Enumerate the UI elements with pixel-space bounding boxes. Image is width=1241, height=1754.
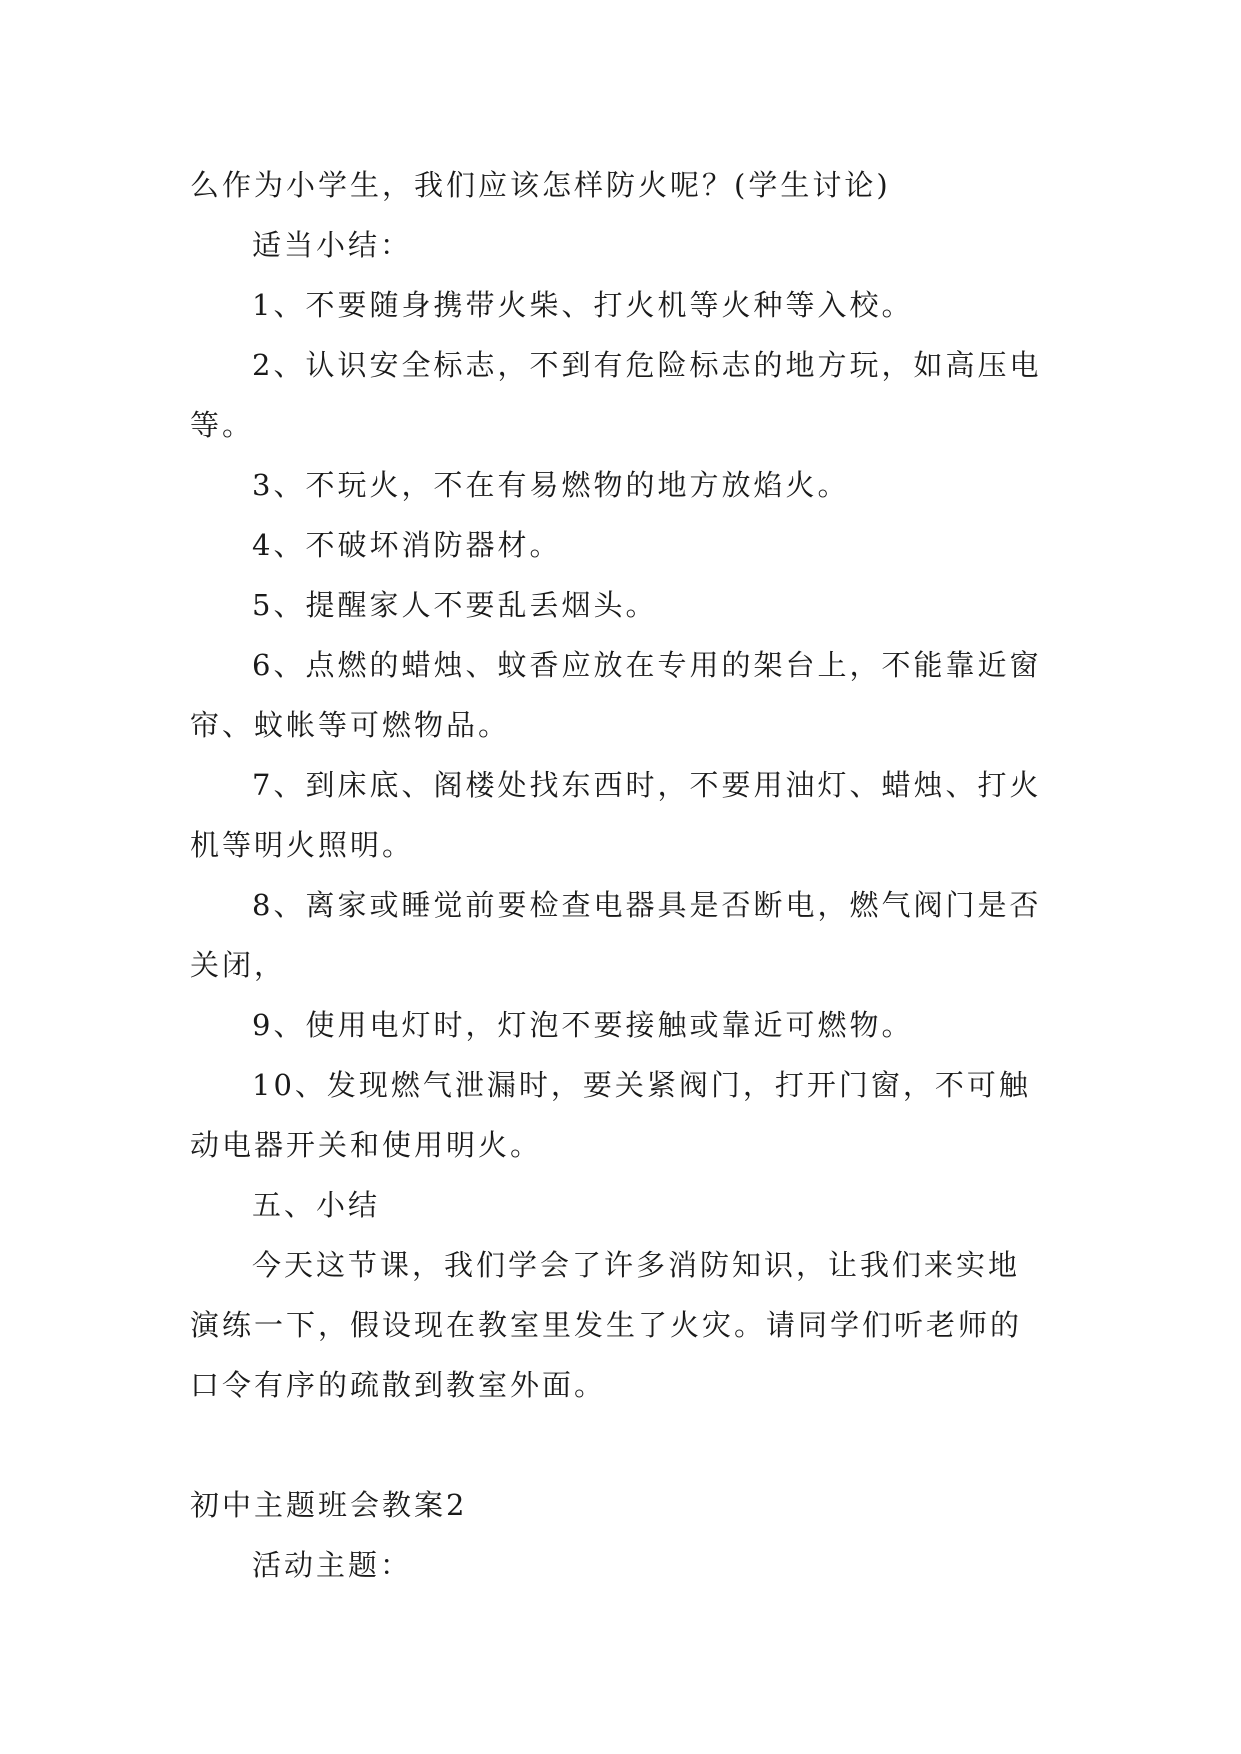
list-item-1: 1、不要随身携带火柴、打火机等火种等入校。 xyxy=(252,288,914,322)
activity-theme-label: 活动主题： xyxy=(252,1548,413,1582)
list-item-3: 3、不玩火，不在有易燃物的地方放焰火。 xyxy=(252,468,850,502)
section-heading-summary: 五、小结 xyxy=(252,1188,381,1222)
list-item-5: 5、提醒家人不要乱丢烟头。 xyxy=(252,588,658,622)
document-page xyxy=(190,155,1050,1595)
list-item-6: 6、点燃的蜡烛、蚊香应放在专用的架台上，不能靠近窗帘、蚊帐等可燃物品。 xyxy=(190,648,1042,742)
list-item-2: 2、认识安全标志，不到有危险标志的地方玩，如高压电等。 xyxy=(190,348,1042,442)
list-item-10: 10、发现燃气泄漏时，要关紧阀门，打开门窗，不可触动电器开关和使用明火。 xyxy=(190,1068,1031,1162)
paragraph-summary-label: 适当小结： xyxy=(252,228,413,262)
section-title: 初中主题班会教案2 xyxy=(190,1488,468,1522)
paragraph-closing: 今天这节课，我们学会了许多消防知识，让我们来实地演练一下，假设现在教室里发生了火灾。请同学们听老师的口令有序的疏散到教室外面。 xyxy=(190,1248,1023,1402)
list-item-4: 4、不破坏消防器材。 xyxy=(252,528,562,562)
list-item-8: 8、离家或睡觉前要检查电器具是否断电，燃气阀门是否关闭， xyxy=(190,888,1042,982)
paragraph-continuation: 么作为小学生，我们应该怎样防火呢？(学生讨论) xyxy=(190,168,891,202)
list-item-7: 7、到床底、阁楼处找东西时，不要用油灯、蜡烛、打火机等明火照明。 xyxy=(190,768,1042,862)
list-item-9: 9、使用电灯时，灯泡不要接触或靠近可燃物。 xyxy=(252,1008,914,1042)
